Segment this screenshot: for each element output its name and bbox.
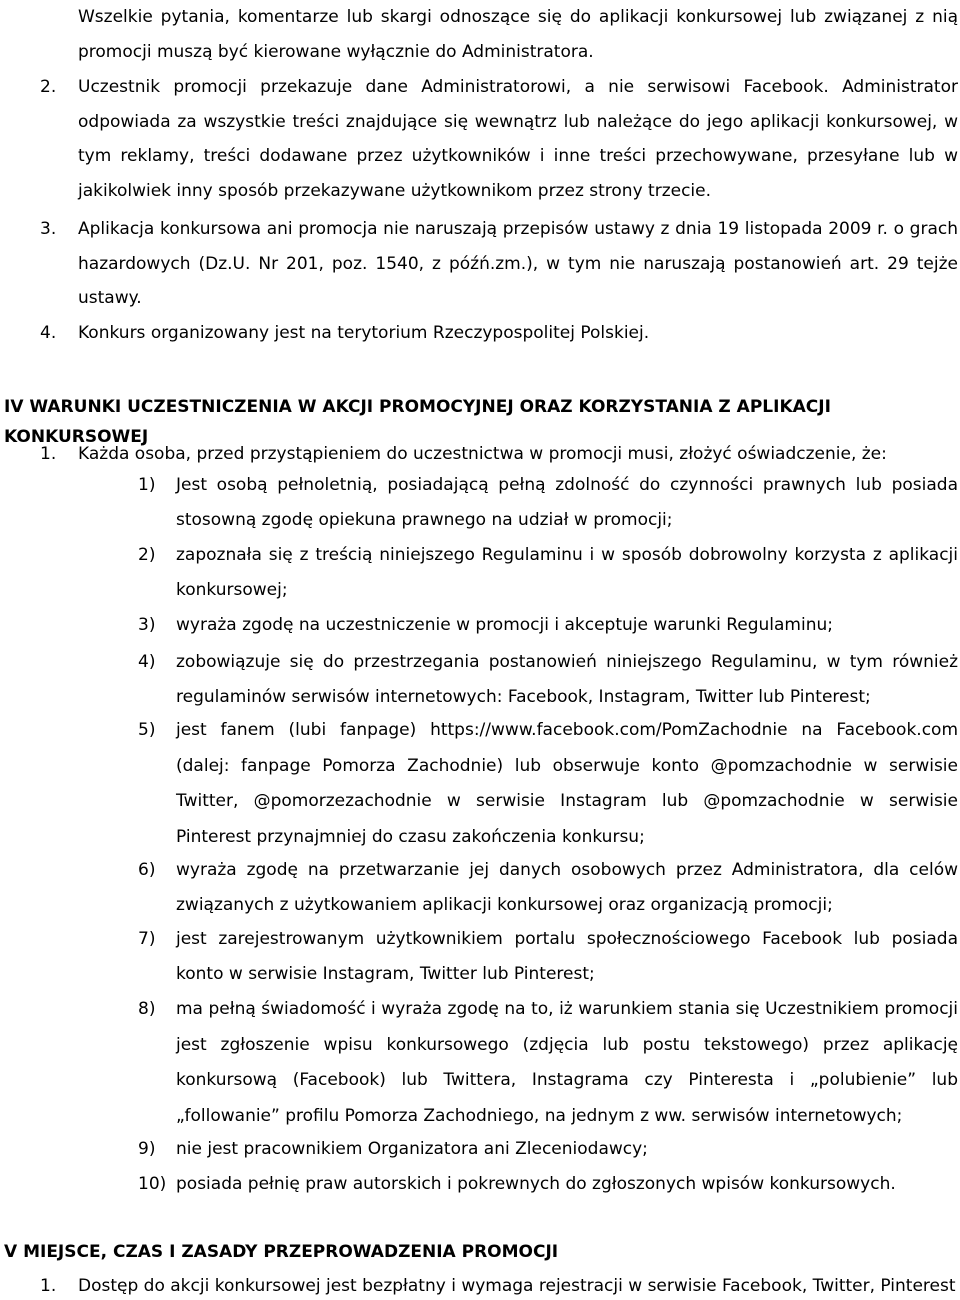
list-number: 8) xyxy=(138,999,156,1019)
list-number: 3) xyxy=(138,615,156,635)
list-text: wyraża zgodę na przetwarzanie jej danych osobowych przez Administratora, dla celów związanych z użytkowaniem aplikacji konkursowej oraz organizacją promocji; xyxy=(176,860,958,915)
list-text: Każda osoba, przed przystąpieniem do uczestnictwa w promocji musi, złożyć oświadczenie, że: xyxy=(78,444,887,464)
list-text: Dostęp do akcji konkursowej jest bezpłatny i wymaga rejestracji w serwisie Facebook, Twitter, Pinterest xyxy=(78,1276,956,1296)
list-text: Uczestnik promocji przekazuje dane Administratorowi, a nie serwisowi Facebook. Administrator odpowiada za wszystkie treści znajdujące się wewnątrz lub należące do jego aplikacji konkursowej, w tym reklamy, treści dodawane przez użytkowników i inne treści przechowywane, przesyłane lub w jakikolwiek inny sposób przekazywane użytkownikom przez strony trzecie. xyxy=(78,77,958,202)
list-text: Aplikacja konkursowa ani promocja nie naruszają przepisów ustawy z dnia 19 listopada 2009 r. o grach hazardowych (Dz.U. Nr 201, poz. 1540, z późń.zm.), w tym nie naruszają postanowień art. 29 tejże ustawy. xyxy=(78,219,958,308)
list-text: wyraża zgodę na uczestniczenie w promocji i akceptuje warunki Regulaminu; xyxy=(176,615,833,635)
list-text: Konkurs organizowany jest na terytorium Rzeczypospolitej Polskiej. xyxy=(78,323,650,343)
list-text: jest fanem (lubi fanpage) https://www.facebook.com/PomZachodnie na Facebook.com (dalej: fanpage Pomorza Zachodnie) lub obserwuje konto @pomzachodnie w serwisie Twitter, @pomorzezachodnie w serwisie Instagram lub @pomzachodnie w serwisie Pinterest przynajmniej do czasu zakończenia konkursu; xyxy=(176,720,958,847)
list-number: 3. xyxy=(40,219,57,239)
list-number: 6) xyxy=(138,860,156,880)
list-text: zobowiązuje się do przestrzegania postanowień niniejszego Regulaminu, w tym również regulaminów serwisów internetowych: Facebook, Instagram, Twitter lub Pinterest; xyxy=(176,652,958,707)
list-number: 10) xyxy=(138,1174,167,1194)
list-text: jest zarejestrowanym użytkownikiem portalu społecznościowego Facebook lub posiada konto w serwisie Instagram, Twitter lub Pinterest; xyxy=(176,929,958,984)
list-text: nie jest pracownikiem Organizatora ani Zleceniodawcy; xyxy=(176,1139,648,1159)
section-heading: IV WARUNKI UCZESTNICZENIA W AKCJI PROMOCYJNEJ ORAZ KORZYSTANIA Z APLIKACJI KONKURSOWEJ xyxy=(4,397,831,447)
list-number: 1. xyxy=(40,1276,57,1296)
list-number: 4. xyxy=(40,323,57,343)
list-number: 4) xyxy=(138,652,156,672)
list-number: 2) xyxy=(138,545,156,565)
intro-paragraph-text: Wszelkie pytania, komentarze lub skargi odnoszące się do aplikacji konkursowej lub związanej z nią promocji muszą być kierowane wyłącznie do Administratora. xyxy=(78,7,958,62)
list-number: 2. xyxy=(40,77,57,97)
list-number: 7) xyxy=(138,929,156,949)
intro-paragraph xyxy=(78,0,958,70)
list-number: 1) xyxy=(138,475,156,495)
list-number: 9) xyxy=(138,1139,156,1159)
list-number: 5) xyxy=(138,720,156,740)
section-heading: V MIEJSCE, CZAS I ZASADY PRZEPROWADZENIA PROMOCJI xyxy=(4,1242,559,1262)
list-text: ma pełną świadomość i wyraża zgodę na to, iż warunkiem stania się Uczestnikiem promocji jest zgłoszenie wpisu konkursowego (zdjęcia lub postu tekstowego) przez aplikację konkursową (Facebook) lub Twittera, Instagrama czy Pinteresta i „polubienie” lub „followanie” profilu Pomorza Zachodniego, na jednym z ww. serwisów internetowych; xyxy=(176,999,958,1126)
list-text: Jest osobą pełnoletnią, posiadającą pełną zdolność do czynności prawnych lub posiada stosowną zgodę opiekuna prawnego na udział w promocji; xyxy=(176,475,958,530)
list-text: posiada pełnię praw autorskich i pokrewnych do zgłoszonych wpisów konkursowych. xyxy=(176,1174,896,1194)
list-number: 1. xyxy=(40,444,57,464)
list-text: zapoznała się z treścią niniejszego Regulaminu i w sposób dobrowolny korzysta z aplikacji konkursowej; xyxy=(176,545,958,600)
